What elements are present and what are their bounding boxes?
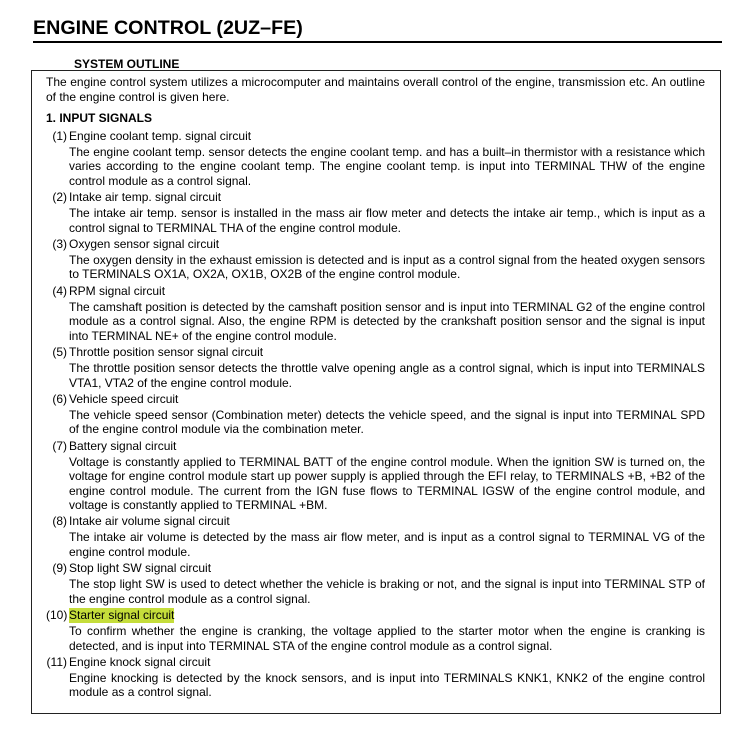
description-line: The stop light SW is used to detect whether the vehicle is braking or not, and the signal is input into TERMINAL STP of — [69, 577, 705, 592]
signal-item-description — [69, 455, 705, 513]
description-line: engine control module. The current from the IGN fuse flows to TERMINAL IGSW of the engine control module, and — [69, 483, 705, 498]
signal-item-description — [69, 408, 705, 437]
intake-air-temp-signal-item — [46, 190, 705, 235]
signal-item-number: (1) — [52, 128, 67, 143]
signal-item-heading — [46, 129, 705, 144]
description-line: voltage is constantly applied to TERMINAL +BM. — [69, 498, 328, 513]
rpm-signal-item — [46, 284, 705, 344]
signal-item-description — [69, 577, 705, 606]
input-signals-list — [46, 129, 705, 700]
starter-signal-item — [46, 608, 705, 653]
signal-item-description — [69, 300, 705, 344]
system-outline-content — [46, 75, 705, 700]
description-line: into TERMINAL NE+ of the engine control module. — [69, 328, 337, 343]
signal-item-title: Intake air volume signal circuit — [69, 514, 230, 529]
signal-item-heading — [46, 561, 705, 576]
signal-item-number: (8) — [52, 514, 67, 529]
signal-item-heading — [46, 345, 705, 360]
description-line: VTA1, VTA2 of the engine control module. — [69, 375, 293, 390]
signal-item-heading — [46, 514, 705, 529]
coolant-temp-signal-item — [46, 129, 705, 189]
signal-item-number: (3) — [52, 236, 67, 251]
signal-item-description — [69, 145, 705, 189]
signal-item-number: (7) — [52, 438, 67, 453]
signal-item-number: (4) — [52, 283, 67, 298]
description-line: The oxygen density in the exhaust emission is detected and is input as a control signal from the heated oxygen sensors — [69, 252, 705, 267]
intro-line: The engine control system utilizes a microcomputer and maintains overall control of the engine, transmission etc. An outline — [46, 74, 705, 89]
signal-item-description — [69, 253, 705, 282]
description-line: The throttle position sensor detects the throttle valve opening angle as a control signal, which is input into TERMINALS — [69, 361, 705, 375]
description-line: The vehicle speed sensor (Combination meter) detects the vehicle speed, and the signal is input into TERMINAL SPD — [69, 407, 705, 422]
signal-item-title: Throttle position sensor signal circuit — [69, 344, 264, 359]
signal-item-title: Intake air temp. signal circuit — [69, 190, 222, 205]
intro-line: of the engine control is given here. — [46, 89, 230, 104]
description-line: of the engine control module via the combination meter. — [69, 422, 364, 437]
signal-item-heading — [46, 190, 705, 205]
description-line: module as a control signal. Also, the engine RPM is detected by the crankshaft position sensor and the signal is input — [69, 314, 705, 329]
description-line: control signal to TERMINAL THA of the engine control module. — [69, 220, 401, 235]
signal-item-title: Battery signal circuit — [69, 438, 177, 453]
highlighted-signal-item-title: Starter signal circuit — [69, 607, 175, 622]
description-line: Voltage is constantly applied to TERMINAL BATT of the engine control module. When the ignition SW is turned on, the — [69, 454, 705, 469]
signal-item-description — [69, 624, 705, 653]
input-signals-heading: 1. INPUT SIGNALS — [46, 110, 153, 125]
signal-item-number: (2) — [52, 190, 67, 205]
signal-item-description — [69, 530, 705, 559]
signal-item-heading — [46, 237, 705, 252]
signal-item-number: (11) — [46, 654, 67, 669]
description-line: The engine coolant temp. sensor detects the engine coolant temp. and has a built–in thermistor with a resistance which — [69, 144, 705, 159]
signal-item-title: Engine knock signal circuit — [69, 654, 211, 669]
description-line: the engine control module as a control signal. — [69, 591, 311, 606]
signal-item-description — [69, 206, 705, 235]
signal-item-title: Vehicle speed circuit — [69, 391, 179, 406]
page-title: ENGINE CONTROL (2UZ–FE) — [33, 17, 303, 39]
signal-item-number: (10) — [46, 607, 68, 622]
description-line: module as a control signal. — [69, 685, 212, 700]
description-line: engine control module. — [69, 544, 191, 559]
signal-item-title: Engine coolant temp. signal circuit — [69, 128, 252, 143]
vehicle-speed-signal-item — [46, 392, 705, 437]
signal-item-heading — [46, 392, 705, 407]
description-line: voltage for engine control module start up power supply is applied through the EFI relay, to TERMINALS +B, +B2 of the — [69, 469, 705, 484]
description-line: control module as a control signal. — [69, 173, 252, 188]
signal-item-title: Oxygen sensor signal circuit — [69, 236, 220, 251]
description-line: varies according to the engine coolant temp. The engine coolant temp. is input into TERMINAL THW of the engine — [69, 159, 705, 174]
oxygen-sensor-signal-item — [46, 237, 705, 282]
engine-knock-signal-item — [46, 655, 705, 700]
intro-paragraph — [46, 75, 705, 105]
description-line: To confirm whether the engine is cranking, the voltage applied to the starter motor when the engine is cranking is — [69, 624, 705, 638]
throttle-position-signal-item — [46, 345, 705, 390]
intake-air-volume-signal-item — [46, 514, 705, 559]
signal-item-description — [69, 671, 705, 700]
signal-item-number: (5) — [52, 344, 67, 359]
description-line: The intake air temp. sensor is installed in the mass air flow meter and detects the intake air temp., which is input as a — [69, 206, 705, 221]
system-outline-heading: SYSTEM OUTLINE — [74, 57, 180, 71]
description-line: detected, and is input into TERMINAL STA of the engine control module as a control signal. — [69, 638, 553, 653]
description-line: Engine knocking is detected by the knock sensors, and is input into TERMINALS KNK1, KNK2 of the engine control — [69, 670, 705, 685]
description-line: to TERMINALS OX1A, OX2A, OX1B, OX2B of the engine control module. — [69, 267, 461, 282]
signal-item-title: Stop light SW signal circuit — [69, 561, 212, 576]
signal-item-number: (6) — [52, 391, 67, 406]
description-line: The intake air volume is detected by the mass air flow meter, and is input as a control signal to TERMINAL VG of the — [69, 530, 705, 545]
signal-item-heading — [46, 439, 705, 454]
signal-item-title: RPM signal circuit — [69, 283, 166, 298]
stop-light-sw-signal-item — [46, 561, 705, 606]
signal-item-description — [69, 361, 705, 390]
signal-item-number: (9) — [52, 561, 67, 576]
description-line: The camshaft position is detected by the camshaft position sensor and is input into TERMINAL G2 of the engine control — [69, 299, 705, 314]
signal-item-heading — [46, 284, 705, 299]
title-rule — [33, 41, 722, 43]
signal-item-heading — [46, 608, 705, 623]
battery-signal-item — [46, 439, 705, 513]
signal-item-heading — [46, 655, 705, 670]
